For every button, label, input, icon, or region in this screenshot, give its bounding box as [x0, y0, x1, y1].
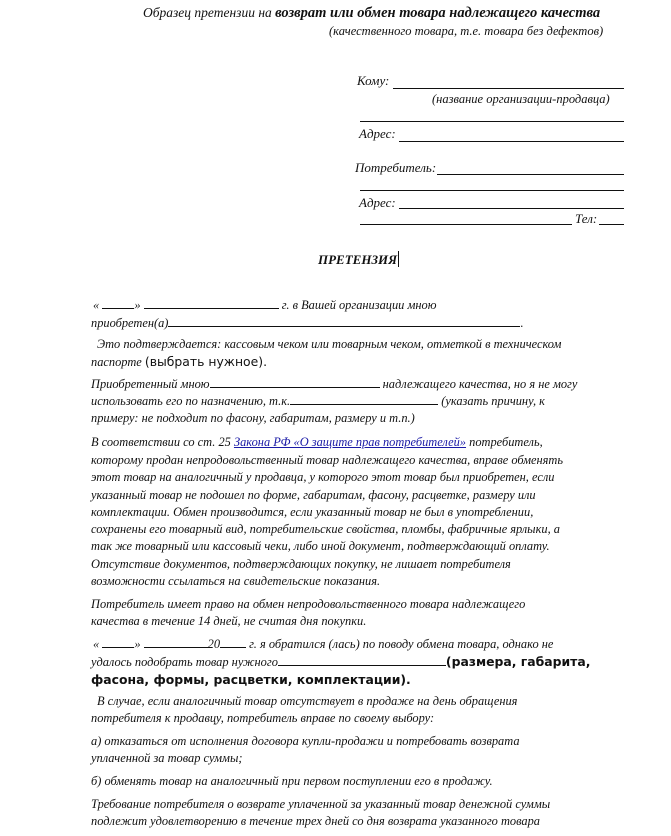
doc-title-text: ПРЕТЕНЗИЯ: [318, 252, 398, 267]
doc-title: [318, 251, 399, 268]
p7-line: В случае, если аналогичный товар отсутствует в продаже на день обращения: [97, 694, 518, 708]
p3-line1-a: Приобретенный мною: [91, 377, 210, 391]
to-line: [393, 88, 624, 89]
p8-line: уплаченной за товар суммы;: [91, 751, 243, 765]
phone-label: Тел:: [575, 211, 598, 226]
consumer-label: Потребитель:: [355, 160, 437, 175]
p4-line: сохранены его товарный вид, потребительские свойства, пломбы, фабричные ярлыки, а: [91, 522, 560, 536]
p6-line2-b: (размера, габарита,: [445, 654, 591, 669]
header-title-bold: возврат или обмен товара надлежащего качества: [275, 5, 601, 21]
p2-line1: Это подтверждается: кассовым чеком или товарным чеком, отметкой в техническом: [97, 337, 562, 351]
p8-line: а) отказаться от исполнения договора купли-продажи и потребовать возврата: [91, 734, 520, 748]
consumer-line: [437, 174, 624, 175]
p3-line1-b: надлежащего качества, но я не могу: [382, 377, 578, 391]
p10-line: Требование потребителя о возврате уплаченной за указанный товар денежной суммы: [91, 797, 551, 811]
consumer-line-2: [360, 190, 624, 191]
p4-line: которому продан непродовольственный товар надлежащего качества, вправе обменять: [91, 453, 564, 467]
p3-line3: примеру: не подходит по фасону, габаритам, размеру и т.п.): [91, 411, 415, 425]
to-hint: (название организации-продавца): [432, 92, 610, 106]
p5-line: Потребитель имеет право на обмен непродовольственного товара надлежащего: [91, 597, 526, 611]
p6-line1: [93, 636, 553, 653]
to-line-2: [360, 121, 624, 122]
p1-line2-text: приобретен(а): [91, 316, 169, 330]
p2-line2-italic: паспорте: [91, 355, 142, 369]
date-open: «: [93, 298, 100, 312]
p1-line1: [93, 297, 436, 314]
p3-line2: [91, 393, 545, 410]
p6-line3: фасона, формы, расцветки, комплектации).: [91, 672, 411, 687]
p10-line: подлежит удовлетворению в течение трех дней со дня возврата указанного товара: [91, 814, 540, 828]
p4-line: Отсутствие документов, подтверждающих покупку, не лишает потребителя: [91, 557, 511, 571]
p4-after: потребитель,: [469, 435, 543, 449]
p4-line: комплектации. Обмен производится, если указанный товар не был в употреблении,: [91, 505, 534, 519]
to-label: Кому:: [357, 73, 390, 88]
date-close: »: [134, 298, 141, 312]
p4-start: В соответствии со ст. 25: [91, 435, 231, 449]
address-line: [399, 141, 624, 142]
law-link[interactable]: Закона РФ «О защите прав потребителей»: [233, 435, 467, 449]
p2-line2-sans: (выбрать нужное).: [144, 354, 268, 369]
p3-line2-a: использовать его по назначению, т.к.: [91, 394, 291, 408]
p4-line: этот товар на аналогичный у продавца, у которого этот товар был приобретен, если: [91, 470, 555, 484]
p6-year: 20: [207, 637, 221, 651]
p1-line2: [91, 315, 524, 332]
p4-line: возможности ссылаться на свидетельские показания.: [91, 574, 381, 588]
p4-line1: [91, 434, 543, 451]
consumer-address-line-2: [360, 224, 572, 225]
header-title-prefix: Образец претензии на: [143, 5, 272, 20]
p6-text: г. я обратился (лась) по поводу обмена товара, однако не: [249, 637, 554, 651]
p7-line: потребителя к продавцу, потребитель вправе по своему выбору:: [91, 711, 435, 725]
p4-line: указанный товар не подошел по форме, габаритам, фасону, расцветке, размеру или: [91, 488, 536, 502]
p9-line: б) обменять товар на аналогичный при первом поступлении его в продажу.: [91, 774, 493, 788]
consumer-address-line: [399, 208, 624, 209]
p3-line2-b: (указать причину, к: [441, 394, 545, 408]
consumer-address-label: Адрес:: [359, 195, 396, 210]
p6-line2-a: удалось подобрать товар нужного: [91, 655, 278, 669]
p1-text: г. в Вашей организации мною: [281, 298, 437, 312]
header-title: [143, 5, 600, 22]
p5-line: качества в течение 14 дней, не считая дня покупки.: [91, 614, 367, 628]
p3-line1: [91, 376, 577, 393]
p6-line2: [91, 653, 590, 671]
header-subtitle: (качественного товара, т.е. товара без дефектов): [329, 24, 604, 38]
date-close: »: [134, 637, 141, 651]
text-cursor: [398, 251, 399, 267]
date-open: «: [93, 637, 100, 651]
p2-line2: [91, 353, 267, 371]
address-label: Адрес:: [359, 126, 396, 141]
p1-end: .: [520, 316, 524, 330]
p4-line: так же товарный или кассовый чеки, либо иной документ, подтверждающий оплату.: [91, 539, 550, 553]
phone-line: [599, 224, 624, 225]
